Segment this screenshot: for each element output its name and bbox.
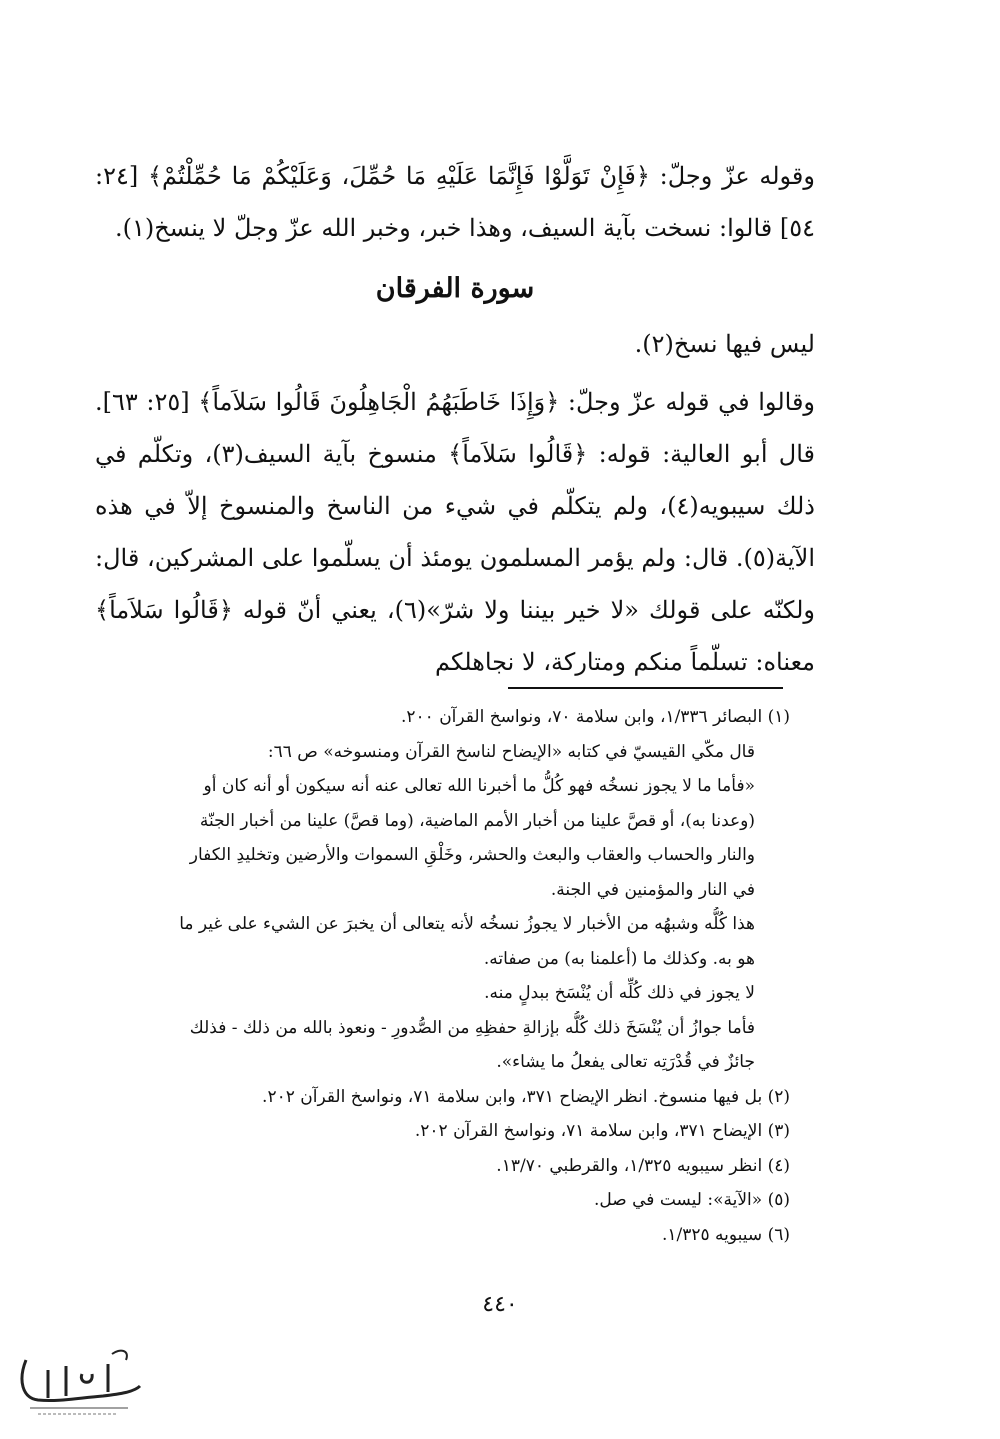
library-stamp-logo — [8, 1340, 148, 1420]
footnotes-block — [100, 700, 790, 1252]
footnote-line: (٤) انظر سيبويه ١/٣٢٥، والقرطبي ١٣/٧٠. — [496, 1155, 790, 1176]
footnote-line: (٥) «الآية»: ليست في صل. — [594, 1190, 790, 1210]
footnote-line: فأما جوازُ أن يُنْسَخَ ذلك كُلُّه بإزالةِ حفظِهِ من الصُّدورِ - ونعوذ بالله من ذلك - فذلك — [189, 1017, 755, 1038]
page-number: ٤٤٠ — [482, 1292, 518, 1317]
no-abrogation-line: ليس فيها نسخ(٢). — [634, 330, 815, 358]
footnote-line: «فأما ما لا يجوز نسخُه فهو كُلُّ ما أخبرنا الله تعالى عنه أنه سيكون أو أنه كان أو — [203, 776, 755, 796]
footnote-line: جائزٌ في قُدْرَتِه تعالى يفعلُ ما يشاء». — [496, 1052, 755, 1072]
opening-paragraph: وقوله عزّ وجلّ: ﴿فَإِنْ تَوَلَّوْا فَإِنَّمَا عَلَيْهِ مَا حُمِّلَ، وَعَلَيْكُمْ مَا حُمِّلْتُمْ﴾ [٢٤: ٥٤] قالوا: نسخت بآية السيف، وهذا خبر، وخبر الله عزّ وجلّ لا ينسخ(١). — [95, 162, 815, 242]
footnote-line: (٣) الإيضاح ٣٧١، وابن سلامة ٧١، ونواسخ القرآن ٢٠٢. — [414, 1121, 790, 1141]
footnote-line: في النار والمؤمنين في الجنة. — [550, 879, 755, 900]
footnote-divider — [508, 687, 783, 689]
footnote-line: (٦) سيبويه ١/٣٢٥. — [661, 1224, 790, 1245]
footnote-line: (٢) بل فيها منسوخ. انظر الإيضاح ٣٧١، وابن سلامة ٧١، ونواسخ القرآن ٢٠٢. — [262, 1086, 790, 1107]
footnote-line: لا يجوز في ذلك كُلِّه أن يُنْسَخ ببدلٍ منه. — [484, 983, 755, 1003]
footnote-line: هو به. وكذلك ما (أعلمنا به) من صفاته. — [483, 948, 755, 969]
footnote-line: والنار والحساب والعقاب والبعث والحشر، وخَلْقِ السموات والأرضين وتخليدِ الكفار — [189, 845, 755, 865]
main-paragraph: وقالوا في قوله عزّ وجلّ: ﴿وَإِذَا خَاطَبَهُمُ الْجَاهِلُونَ قَالُوا سَلاَماً﴾ [٢٥: ٦٣]. قال أبو العالية: قوله: ﴿قَالُوا سَلاَماً﴾ منسوخ بآية السيف(٣)، وتكلّم في ذلك سيبويه(٤)، ولم يتكلّم في شيء من الناسخ والمنسوخ إلاّ في هذه الآية(٥). قال: ولم يؤمر المسلمون يومئذ أن يسلّموا على المشركين، قال: ولكنّه على قولك «لا خير بيننا ولا شرّ»(٦)، يعني أنّ قوله ﴿قَالُوا سَلاَماً﴾ معناه: تسلّماً منكم ومتاركة، لا نجاهلكم — [95, 388, 816, 676]
footnote-line: (١) البصائر ١/٣٣٦، وابن سلامة ٧٠، ونواسخ القرآن ٢٠٠. — [400, 707, 790, 727]
footnote-line: هذا كُلُّه وشبهُه من الأخبار لا يجوزُ نسخُه لأنه يتعالى أن يخبرَ عن الشيء على غير ما — [179, 914, 755, 934]
footnote-line: قال مكّي القيسيّ في كتابه «الإيضاح لناسخ القرآن ومنسوخه» ص ٦٦: — [267, 741, 755, 762]
surah-heading: سورة الفرقان — [375, 273, 535, 304]
footnote-line: (وعدنا به)، أو قصَّ علينا من أخبار الأمم الماضية، (وما قصَّ) علينا من أخبار الجنّة — [199, 810, 755, 831]
main-text-block — [95, 150, 815, 688]
